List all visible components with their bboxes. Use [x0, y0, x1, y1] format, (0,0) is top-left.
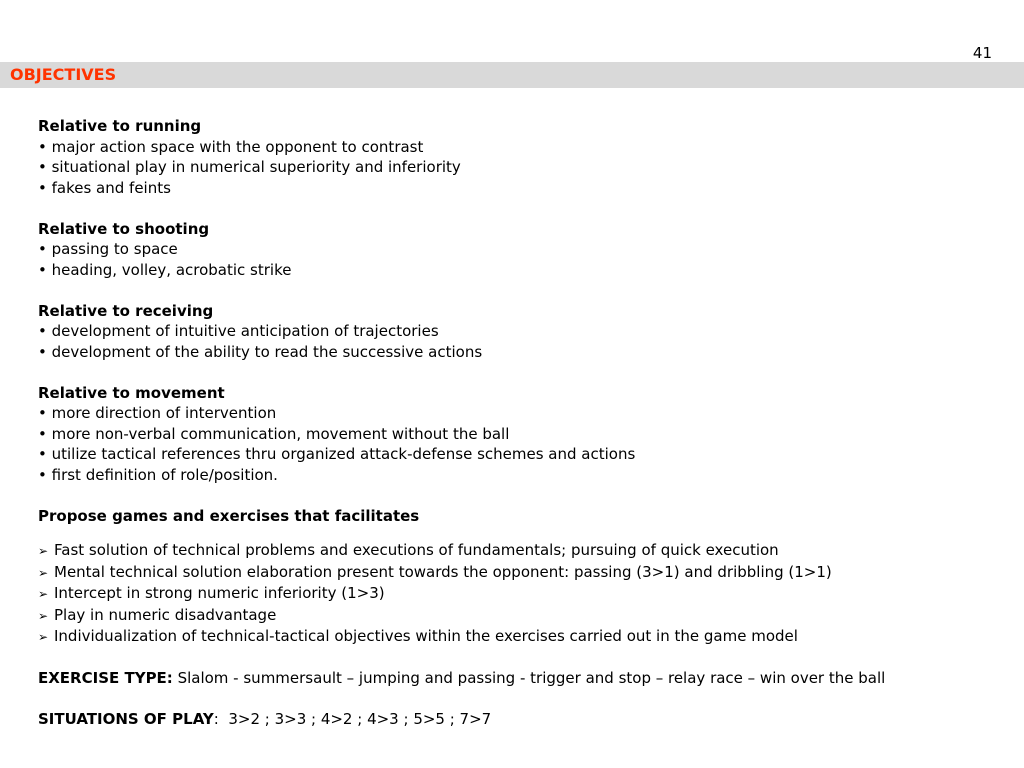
bullet-item: • major action space with the opponent to contrast — [38, 137, 424, 156]
section-heading: Relative to movement — [38, 383, 225, 402]
bullet-item: • more non-verbal communication, movement without the ball — [38, 424, 510, 443]
content — [38, 116, 998, 750]
section-heading: Relative to running — [38, 117, 202, 135]
exercise-type — [38, 668, 998, 689]
arrow-list-item — [38, 562, 998, 584]
situations-separator: : — [213, 710, 219, 728]
propose-list — [38, 540, 998, 648]
arrow-bullet-icon: ➢ — [38, 544, 49, 558]
bullet-item: • situational play in numerical superiority and inferiority — [38, 158, 461, 176]
exercise-type-value: Slalom - summersault – jumping and passing - trigger and stop – relay race – win over the ball — [172, 669, 886, 687]
exercise-type-label: EXERCISE TYPE: — [38, 669, 173, 687]
arrow-item-text: Mental technical solution elaboration present towards the opponent: passing (3>1) and dribbling (1>1) — [54, 562, 832, 581]
section-receiving — [38, 301, 998, 363]
arrow-list-item — [38, 626, 998, 648]
situations-value: 3>2 ; 3>3 ; 4>2 ; 4>3 ; 5>5 ; 7>7 — [218, 710, 492, 728]
bullet-item: • heading, volley, acrobatic strike — [38, 260, 292, 279]
arrow-list-item — [38, 540, 998, 562]
propose-heading: Propose games and exercises that facilitates — [38, 506, 420, 525]
arrow-bullet-icon: ➢ — [38, 565, 49, 580]
arrow-bullet-icon: ➢ — [38, 587, 49, 601]
arrow-item-text: Fast solution of technical problems and executions of fundamentals; pursuing of quick execution — [54, 541, 779, 559]
section-heading: Relative to receiving — [38, 301, 214, 320]
page-number: 41 — [972, 44, 992, 62]
arrow-bullet-icon: ➢ — [38, 630, 49, 644]
situations-of-play — [38, 709, 998, 730]
arrow-list-item — [38, 605, 998, 627]
arrow-item-text: Individualization of technical-tactical objectives within the exercises carried out in the game model — [54, 627, 798, 645]
arrow-item-text: Play in numeric disadvantage — [54, 605, 277, 624]
arrow-bullet-icon: ➢ — [38, 608, 49, 623]
page-title: OBJECTIVES — [10, 65, 117, 84]
bullet-item: • passing to space — [38, 240, 178, 258]
section-heading: Relative to shooting — [38, 219, 210, 238]
bullet-item: • more direction of intervention — [38, 404, 277, 422]
bullet-item: • utilize tactical references thru organized attack-defense schemes and actions — [38, 445, 636, 463]
arrow-item-text: Intercept in strong numeric inferiority (1>3) — [54, 584, 385, 602]
bullet-item: • first definition of role/position. — [38, 465, 278, 484]
section-movement — [38, 383, 998, 486]
situations-label: SITUATIONS OF PLAY — [38, 710, 214, 728]
bullet-item: • fakes and feints — [38, 178, 171, 197]
bullet-item: • development of the ability to read the successive actions — [38, 342, 483, 361]
section-shooting — [38, 219, 998, 281]
section-running — [38, 116, 998, 198]
bullet-item: • development of intuitive anticipation of trajectories — [38, 322, 439, 340]
arrow-list-item — [38, 583, 998, 605]
title-bar — [0, 62, 1024, 88]
